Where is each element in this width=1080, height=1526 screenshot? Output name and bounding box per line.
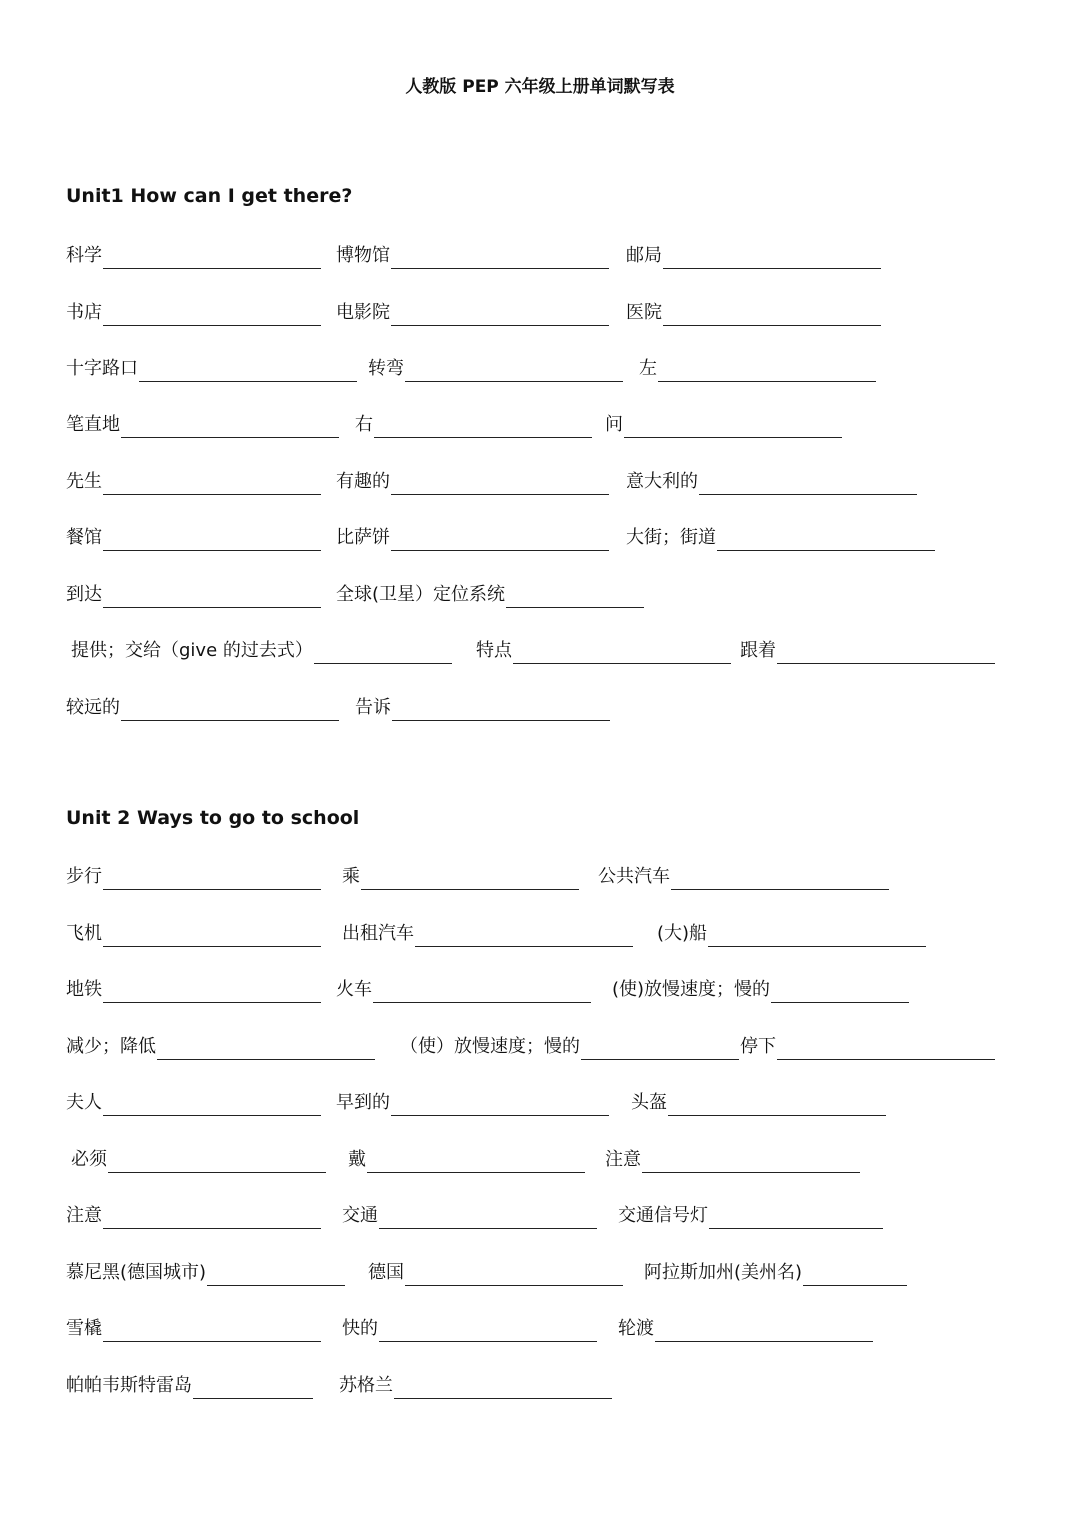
unit2-row-3: [0, 977, 1080, 1005]
unit2-row-10: [0, 1373, 1080, 1401]
unit1-row-9: [0, 695, 1080, 723]
answer-blank[interactable]: [391, 250, 609, 269]
word-label: 必须: [71, 1149, 107, 1170]
answer-blank[interactable]: [103, 476, 321, 495]
answer-blank[interactable]: [405, 363, 623, 382]
word-label: 问: [605, 414, 623, 435]
word-label: 交通信号灯: [618, 1205, 708, 1226]
word-label: 阿拉斯加州(美州名): [644, 1262, 803, 1283]
word-item: [336, 300, 609, 328]
answer-blank[interactable]: [361, 871, 579, 890]
word-label: 提供；交给（give 的过去式）: [71, 640, 313, 661]
answer-blank[interactable]: [708, 928, 926, 947]
word-item: [66, 1316, 321, 1344]
word-label: 慕尼黑(德国城市): [66, 1262, 207, 1283]
word-label: 注意: [66, 1205, 102, 1226]
word-item: [626, 300, 881, 328]
word-label: 夫人: [66, 1092, 102, 1113]
word-item: [66, 977, 321, 1005]
word-label: 戴: [348, 1149, 366, 1170]
unit1-row-5: [0, 469, 1080, 497]
word-label: 帕帕韦斯特雷岛: [66, 1375, 192, 1396]
word-label: (大)船: [657, 923, 708, 944]
answer-blank[interactable]: [391, 476, 609, 495]
unit2-row-1: [0, 864, 1080, 892]
word-label: 快的: [342, 1318, 378, 1339]
answer-blank[interactable]: [121, 419, 339, 438]
answer-blank[interactable]: [803, 1267, 907, 1286]
answer-blank[interactable]: [391, 1097, 609, 1116]
answer-blank[interactable]: [658, 363, 876, 382]
answer-blank[interactable]: [671, 871, 889, 890]
word-label: 左: [639, 358, 657, 379]
word-label: 早到的: [336, 1092, 390, 1113]
answer-blank[interactable]: [103, 928, 321, 947]
word-item: [605, 412, 842, 440]
word-item: [618, 1203, 883, 1231]
answer-blank[interactable]: [391, 532, 609, 551]
word-label: 告诉: [355, 697, 391, 718]
word-item: [336, 243, 609, 271]
answer-blank[interactable]: [699, 476, 917, 495]
answer-blank[interactable]: [103, 589, 321, 608]
word-label: （使）放慢速度；慢的: [400, 1036, 580, 1057]
word-item: [342, 1316, 597, 1344]
answer-blank[interactable]: [668, 1097, 886, 1116]
answer-blank[interactable]: [391, 307, 609, 326]
word-item: [644, 1260, 907, 1288]
unit2-row-7: [0, 1203, 1080, 1231]
word-item: [66, 525, 321, 553]
word-label: 雪橇: [66, 1318, 102, 1339]
word-item: [336, 582, 644, 610]
word-item: [66, 864, 321, 892]
word-label: 飞机: [66, 923, 102, 944]
word-item: [740, 638, 995, 666]
unit2-row-2: [0, 921, 1080, 949]
unit1-row-1: [0, 243, 1080, 271]
unit2-heading: Unit 2 Ways to go to school: [66, 807, 360, 829]
word-label: 先生: [66, 471, 102, 492]
word-label: 跟着: [740, 640, 776, 661]
word-label: 书店: [66, 302, 102, 323]
word-item: [339, 1373, 612, 1401]
answer-blank[interactable]: [771, 984, 909, 1003]
word-item: [66, 1260, 345, 1288]
word-label: 转弯: [368, 358, 404, 379]
unit2-row-6: [0, 1147, 1080, 1175]
word-item: [66, 300, 321, 328]
answer-blank[interactable]: [207, 1267, 345, 1286]
answer-blank[interactable]: [103, 532, 321, 551]
answer-blank[interactable]: [103, 307, 321, 326]
word-item: [612, 977, 909, 1005]
word-item: [626, 525, 935, 553]
word-label: 医院: [626, 302, 662, 323]
word-item: [336, 1090, 609, 1118]
answer-blank[interactable]: [367, 1154, 585, 1173]
word-item: [476, 638, 731, 666]
answer-blank[interactable]: [193, 1380, 313, 1399]
unit1-row-7: [0, 582, 1080, 610]
word-item: [336, 525, 609, 553]
word-item: [626, 469, 917, 497]
answer-blank[interactable]: [513, 645, 731, 664]
word-item: [66, 1203, 321, 1231]
word-label: 特点: [476, 640, 512, 661]
word-label: 减少；降低: [66, 1036, 156, 1057]
word-label: 博物馆: [336, 245, 390, 266]
answer-blank[interactable]: [373, 984, 591, 1003]
answer-blank[interactable]: [139, 363, 357, 382]
word-label: 停下: [740, 1036, 776, 1057]
answer-blank[interactable]: [103, 1323, 321, 1342]
word-item: [342, 921, 633, 949]
answer-blank[interactable]: [624, 419, 842, 438]
answer-blank[interactable]: [405, 1267, 623, 1286]
answer-blank[interactable]: [663, 250, 881, 269]
word-label: 火车: [336, 979, 372, 1000]
word-label: 注意: [605, 1149, 641, 1170]
word-item: [626, 243, 881, 271]
word-label: 科学: [66, 245, 102, 266]
answer-blank[interactable]: [314, 645, 452, 664]
word-item: [348, 1147, 585, 1175]
word-item: [66, 1090, 321, 1118]
word-item: [618, 1316, 873, 1344]
word-label: 到达: [66, 584, 102, 605]
page-title: 人教版 PEP 六年级上册单词默写表: [405, 77, 675, 97]
unit1-row-6: [0, 525, 1080, 553]
answer-blank[interactable]: [379, 1323, 597, 1342]
word-label: 餐馆: [66, 527, 102, 548]
word-item: [336, 977, 591, 1005]
word-label: 较远的: [66, 697, 120, 718]
word-item: [66, 412, 339, 440]
word-label: 右: [355, 414, 373, 435]
word-item: [66, 695, 339, 723]
answer-blank[interactable]: [663, 307, 881, 326]
answer-blank[interactable]: [777, 1041, 995, 1060]
word-item: [66, 921, 321, 949]
unit2-row-4: [0, 1034, 1080, 1062]
word-item: [66, 243, 321, 271]
word-label: 出租汽车: [342, 923, 414, 944]
unit2-row-8: [0, 1260, 1080, 1288]
word-label: 意大利的: [626, 471, 698, 492]
word-item: [355, 695, 610, 723]
word-item: [71, 1147, 326, 1175]
word-item: [342, 864, 579, 892]
word-item: [368, 1260, 623, 1288]
word-label: 有趣的: [336, 471, 390, 492]
answer-blank[interactable]: [415, 928, 633, 947]
word-item: [368, 356, 623, 384]
answer-blank[interactable]: [103, 1097, 321, 1116]
answer-blank[interactable]: [103, 871, 321, 890]
word-item: [66, 582, 321, 610]
unit1-row-4: [0, 412, 1080, 440]
word-item: [598, 864, 889, 892]
word-item: [66, 1034, 375, 1062]
word-label: 邮局: [626, 245, 662, 266]
word-label: 地铁: [66, 979, 102, 1000]
word-label: 笔直地: [66, 414, 120, 435]
unit1-row-8: [0, 638, 1080, 666]
word-label: 公共汽车: [598, 866, 670, 887]
word-label: 十字路口: [66, 358, 138, 379]
word-label: (使)放慢速度；慢的: [612, 979, 771, 1000]
answer-blank[interactable]: [642, 1154, 860, 1173]
unit1-row-3: [0, 356, 1080, 384]
word-item: [66, 469, 321, 497]
word-item: [657, 921, 926, 949]
word-item: [336, 469, 609, 497]
answer-blank[interactable]: [108, 1154, 326, 1173]
unit1-heading: Unit1 How can I get there?: [66, 185, 353, 207]
answer-blank[interactable]: [374, 419, 592, 438]
answer-blank[interactable]: [103, 250, 321, 269]
word-label: 步行: [66, 866, 102, 887]
word-label: 头盔: [631, 1092, 667, 1113]
word-item: [71, 638, 452, 666]
word-item: [740, 1034, 995, 1062]
answer-blank[interactable]: [103, 1210, 321, 1229]
word-item: [631, 1090, 886, 1118]
word-label: 大街；街道: [626, 527, 716, 548]
word-item: [639, 356, 876, 384]
answer-blank[interactable]: [394, 1380, 612, 1399]
word-item: [605, 1147, 860, 1175]
unit1-row-2: [0, 300, 1080, 328]
answer-blank[interactable]: [581, 1041, 739, 1060]
word-label: 轮渡: [618, 1318, 654, 1339]
word-item: [66, 356, 357, 384]
answer-blank[interactable]: [717, 532, 935, 551]
answer-blank[interactable]: [121, 702, 339, 721]
word-item: [342, 1203, 597, 1231]
answer-blank[interactable]: [379, 1210, 597, 1229]
word-item: [355, 412, 592, 440]
word-item: [66, 1373, 313, 1401]
word-label: 苏格兰: [339, 1375, 393, 1396]
answer-blank[interactable]: [777, 645, 995, 664]
answer-blank[interactable]: [506, 589, 644, 608]
answer-blank[interactable]: [157, 1041, 375, 1060]
answer-blank[interactable]: [392, 702, 610, 721]
answer-blank[interactable]: [709, 1210, 883, 1229]
word-label: 比萨饼: [336, 527, 390, 548]
word-label: 全球(卫星）定位系统: [336, 584, 506, 605]
word-item: [400, 1034, 739, 1062]
unit2-row-9: [0, 1316, 1080, 1344]
word-label: 电影院: [336, 302, 390, 323]
word-label: 德国: [368, 1262, 404, 1283]
unit2-row-5: [0, 1090, 1080, 1118]
answer-blank[interactable]: [103, 984, 321, 1003]
word-label: 交通: [342, 1205, 378, 1226]
answer-blank[interactable]: [655, 1323, 873, 1342]
word-label: 乘: [342, 866, 360, 887]
